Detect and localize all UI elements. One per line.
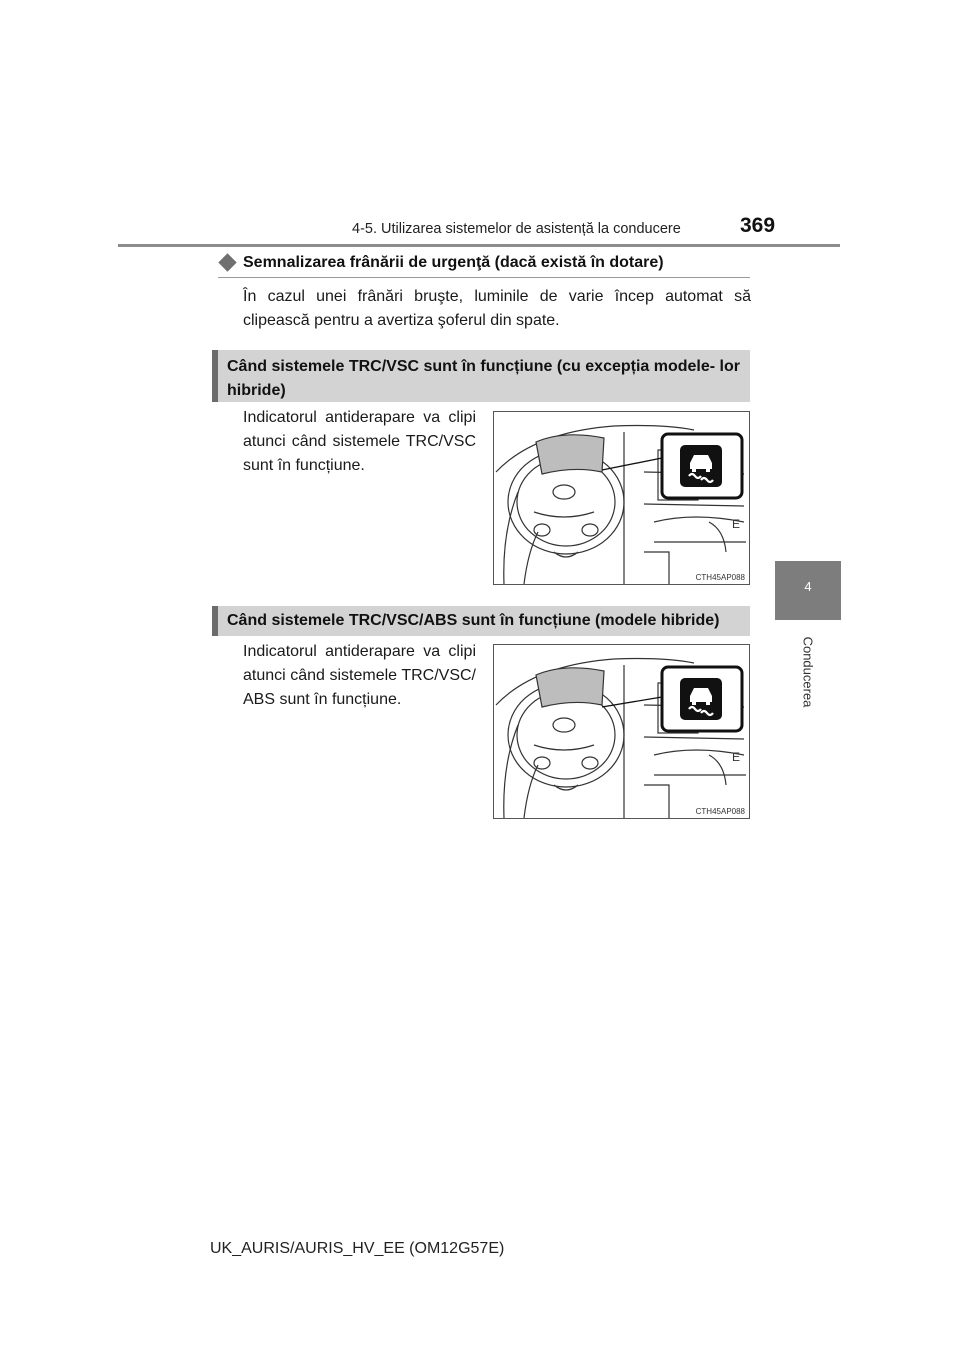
section-title: Semnalizarea frânării de urgenţă (dacă există în dotare): [243, 254, 664, 271]
running-header-title: 4-5. Utilizarea sistemelor de asistență la conducere: [352, 221, 681, 237]
chapter-number: 4: [804, 579, 812, 594]
block-description-2: Indicatorul antiderapare va clipi atunci când sistemele TRC/VSC/ ABS sunt în funcțiune.: [243, 643, 476, 708]
section-paragraph: În cazul unei frânări bruşte, luminile de varie încep automat să clipească pentru a avertiza şoferul din spate.: [243, 288, 751, 329]
info-box-heading-2: Când sistemele TRC/VSC/ABS sunt în funcțiune (modele hibride): [212, 606, 750, 636]
diamond-icon: [218, 253, 236, 271]
block-description-1: Indicatorul antiderapare va clipi atunci când sistemele TRC/VSC sunt în funcțiune.: [243, 409, 476, 474]
figure-code: CTH45AP088: [695, 573, 745, 582]
slip-indicator-icon: [680, 445, 722, 487]
chapter-label: Conducerea: [800, 636, 816, 708]
svg-text:E: E: [732, 750, 741, 764]
chapter-tab: [775, 561, 841, 620]
figure-code: CTH45AP088: [695, 807, 745, 816]
dashboard-illustration-2: [493, 644, 750, 819]
info-box-heading-1: Când sistemele TRC/VSC sunt în funcțiune (cu excepția modele- lor hibride): [212, 350, 750, 402]
steering-wheel-illustration: [494, 412, 749, 584]
steering-wheel-illustration: [494, 645, 749, 818]
header-divider: [118, 244, 840, 247]
slip-indicator-icon: [680, 678, 722, 720]
section-divider: [218, 277, 750, 278]
svg-text:E: E: [732, 517, 741, 531]
page-number: 369: [740, 214, 776, 237]
document-id: UK_AURIS/AURIS_HV_EE (OM12G57E): [210, 1240, 505, 1257]
dashboard-illustration-1: [493, 411, 750, 585]
